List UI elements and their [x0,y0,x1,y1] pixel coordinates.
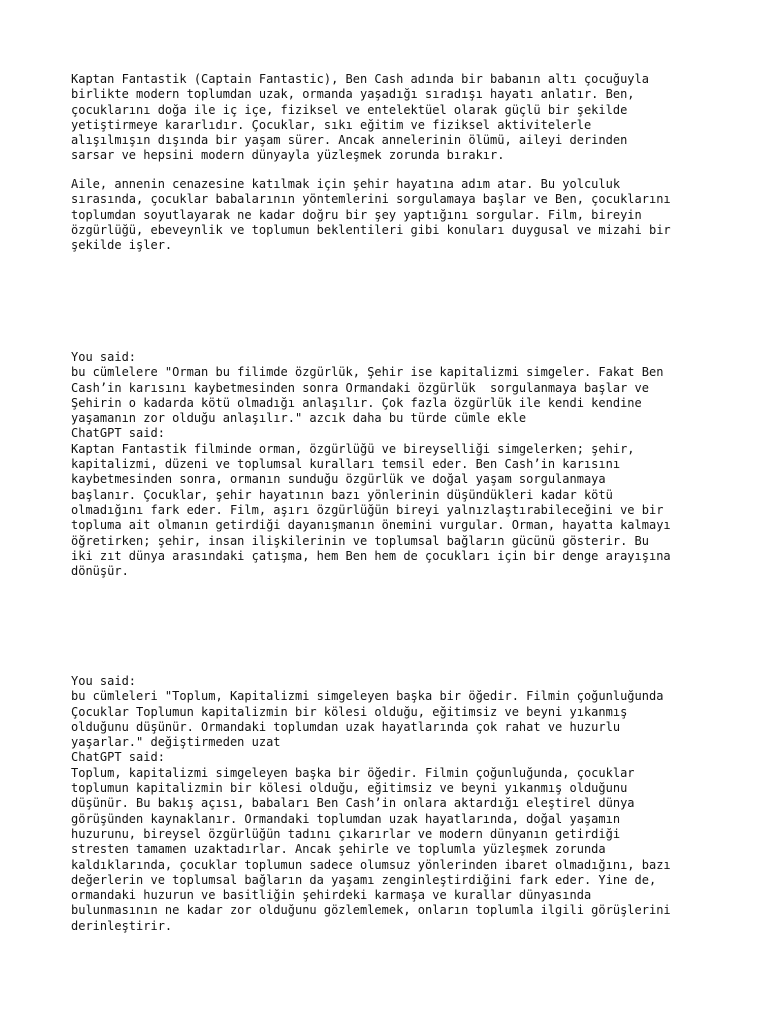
second-paragraph: Aile, annenin cenazesine katılmak için şehir hayatına adım atar. Bu yolculuk sırasında, çocuklar babalarının yöntemlerini sorgulamaya başlar ve Ben, çocuklarını toplumdan soyutlayarak ne kadar doğru bir şey yaptığını sorgular. Film, bireyin özgürlüğü, ebeveynlik ve toplumun beklentileri gibi konuları duygusal ve mizahi bir şekilde işler. [71,177,671,253]
chat-exchange-1: You said: bu cümlelere "Orman bu filimde özgürlük, Şehir ise kapitalizmi simgeler. Fakat Ben Cash’in karısını kaybetmesinden sonra Ormandaki özgürlük sorgulanmaya başlar ve Şehirin o kadarda kötü olmadığı anlaşılır. Çok fazla özgürlük ile kendi kendine yaşamanın zor olduğu anlaşılır." azcık daha bu türde cümle ekle ChatGPT said: Kaptan Fantastik filminde orman, özgürlüğü ve bireyselliği simgelerken; şehir, kapitalizmi, düzeni ve toplumsal kuralları temsil eder. Ben Cash’in karısını kaybetmesinden sonra, ormanın sunduğu özgürlük ve doğal yaşam sorgulanmaya başlanır. Çocuklar, şehir hayatının bazı yönlerinin düşündükleri kadar kötü olmadığını fark eder. Film, aşırı özgürlüğün bireyi yalnızlaştırabileceğini ve bir topluma ait olmanın getirdiği dayanışmanın önemini vurgular. Orman, hayatta kalmayı öğretirken; şehir, insan ilişkilerinin ve toplumsal bağların gücünü gösterir. Bu iki zıt dünya arasındaki çatışma, hem Ben hem de çocukları için bir denge arayışına dönüşür. [71,350,671,579]
chat-exchange-2: You said: bu cümleleri "Toplum, Kapitalizmi simgeleyen başka bir öğedir. Filmin çoğunluğunda Çocuklar Toplumun kapitalizmin bir kölesi olduğu, eğitimsiz ve beyni yıkanmış olduğunu düşünür. Ormandaki toplumdan uzak hayatlarında çok rahat ve huzurlu yaşarlar." değiştirmeden uzat ChatGPT said: Toplum, kapitalizmi simgeleyen başka bir öğedir. Filmin çoğunluğunda, çocuklar toplumun kapitalizmin bir kölesi olduğu, eğitimsiz ve beyni yıkanmış olduğunu düşünür. Bu bakış açısı, babaları Ben Cash’in onlara aktardığı eleştirel dünya görüşünden kaynaklanır. Ormandaki toplumdan uzak hayatlarında, doğal yaşamın huzurunu, bireysel özgürlüğün tadını çıkarırlar ve modern dünyanın getirdiği stresten tamamen uzaktadırlar. Ancak şehirle ve toplumla yüzleşmek zorunda kaldıklarında, çocuklar toplumun sadece olumsuz yönlerinden ibaret olmadığını, bazı değerlerin ve toplumsal bağların da yaşamı zenginleştirdiğini fark eder. Yine de, ormandaki huzurun ve basitliğin şehirdeki karmaşa ve kurallar dünyasında bulunmasının ne kadar zor olduğunu gözlemlemek, onların toplumla ilgili görüşlerini derinleştirir. [71,674,671,933]
intro-paragraph: Kaptan Fantastik (Captain Fantastic), Ben Cash adında bir babanın altı çocuğuyla birlikte modern toplumdan uzak, ormanda yaşadığı sıradışı hayatı anlatır. Ben, çocuklarını doğa ile iç içe, fiziksel ve entelektüel olarak güçlü bir şekilde yetiştirmeye kararlıdır. Çocuklar, sıkı eğitim ve fiziksel aktivitelerle alışılmışın dışında bir yaşam sürer. Ancak annelerinin ölümü, aileyi derinden sarsar ve hepsini modern dünyayla yüzleşmek zorunda bırakır. [71,72,649,163]
